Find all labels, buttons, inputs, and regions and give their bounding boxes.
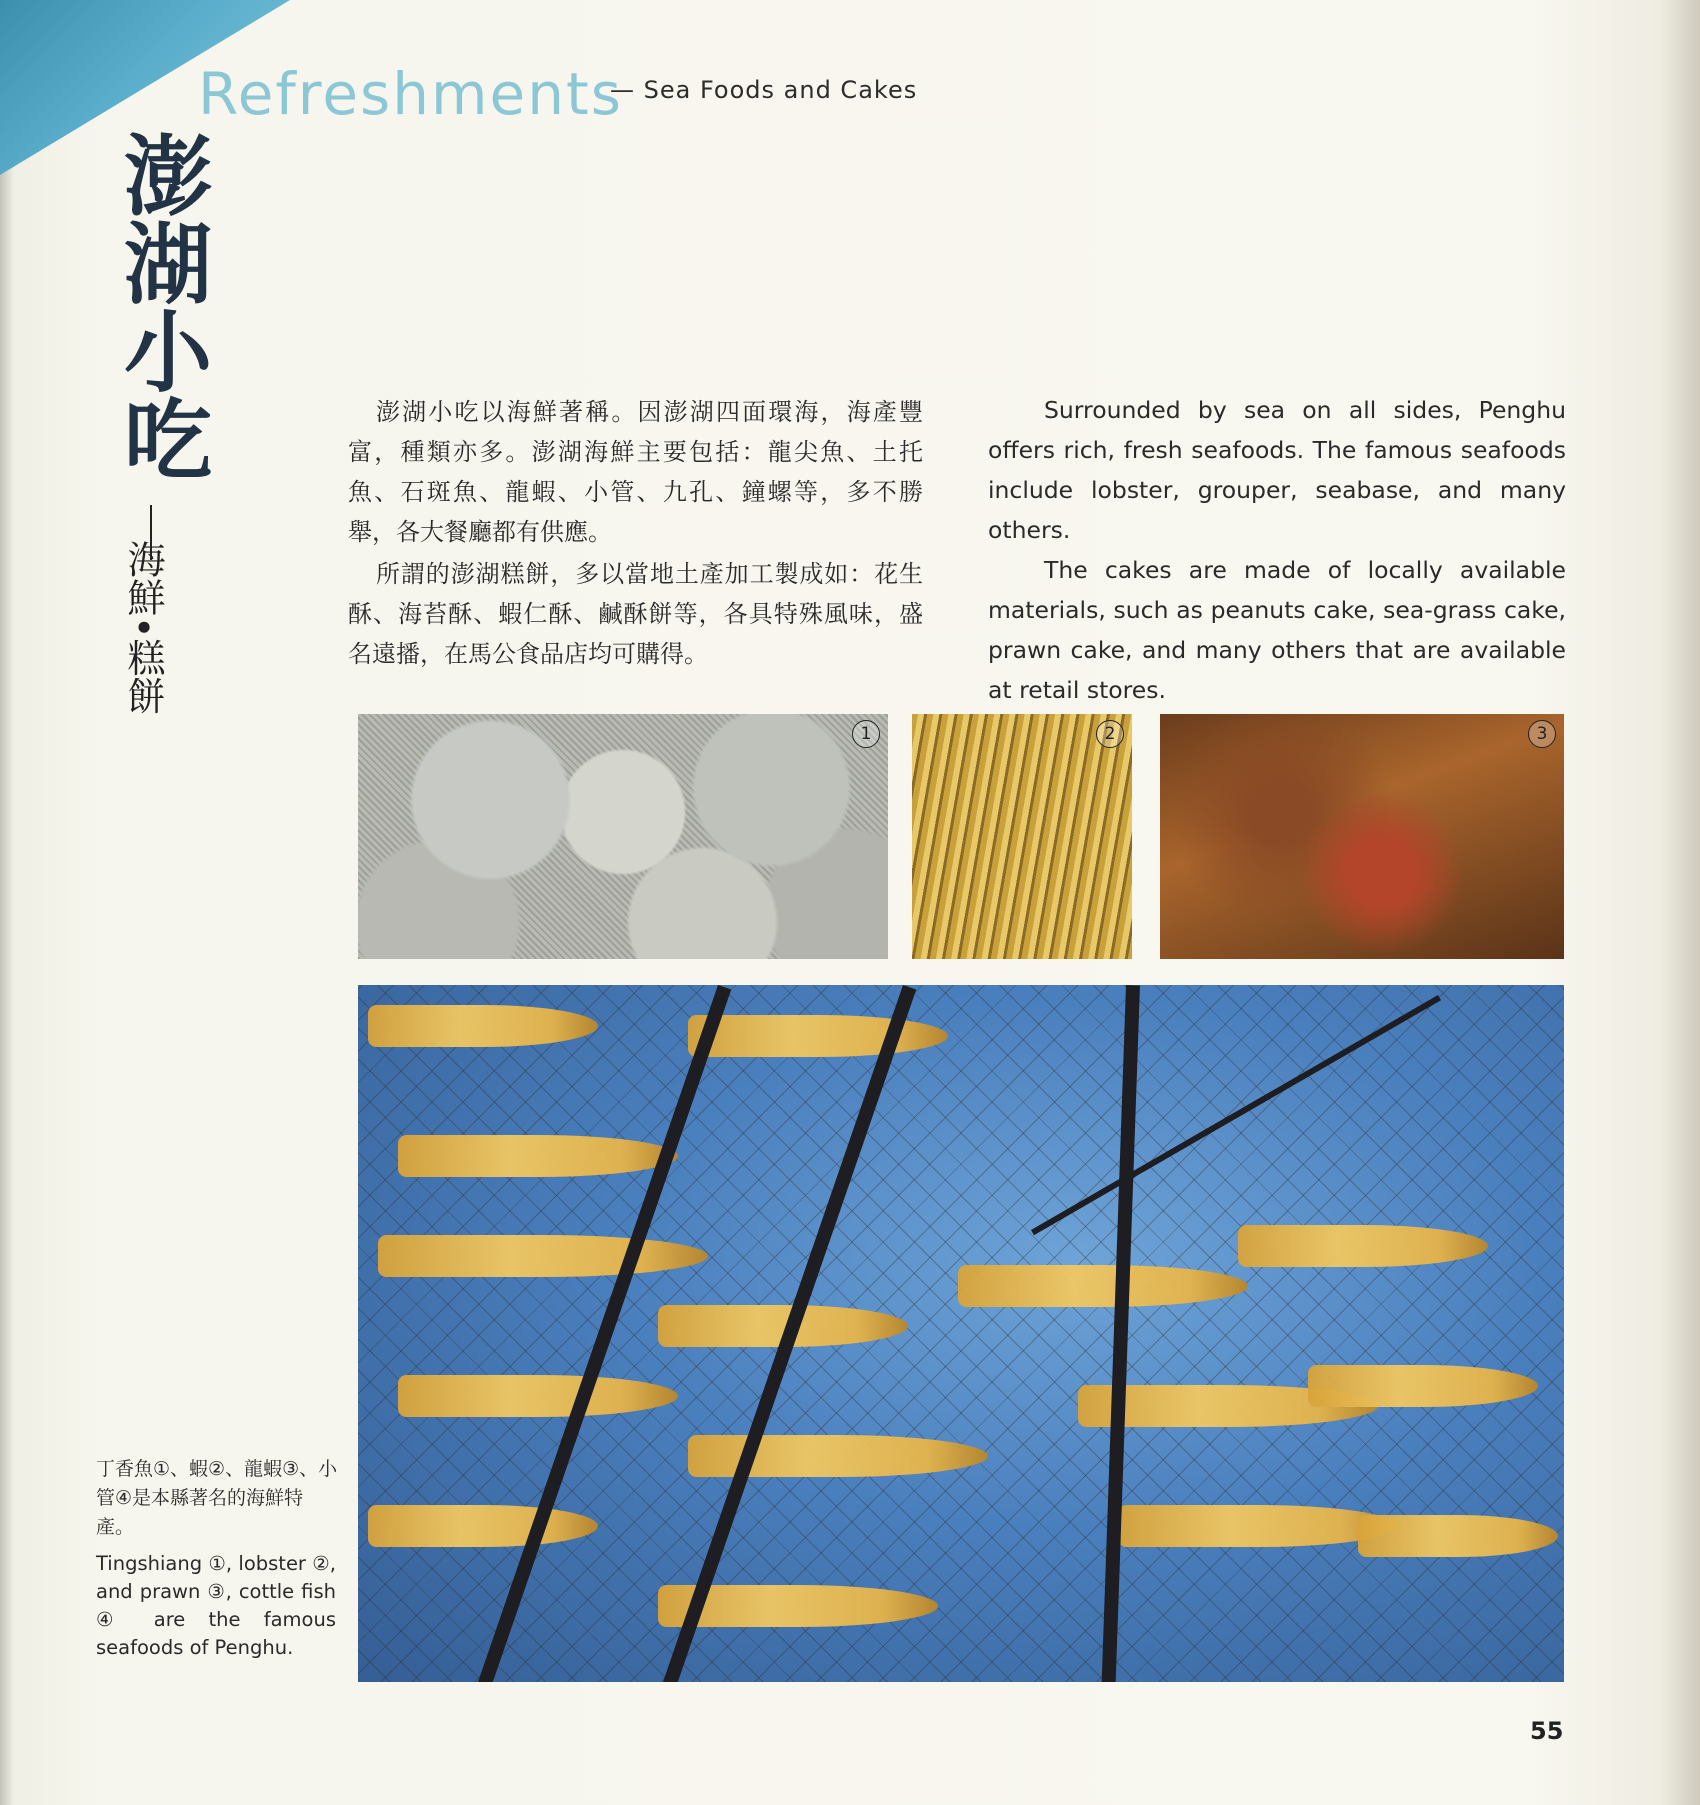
title-english: Refreshments — [198, 60, 623, 128]
squid-shape — [398, 1375, 678, 1417]
subtitle-chinese: 海鮮•糕餅 — [121, 540, 165, 715]
photo-lobster — [1160, 714, 1564, 959]
photo-number-badge: 2 — [1096, 720, 1124, 748]
squid-shape — [368, 1005, 598, 1047]
squid-shape — [688, 1015, 948, 1057]
english-paragraph-2: The cakes are made of locally available materials, such as peanuts cake, sea-grass cake, prawn cake, and many others that are available at retail stores. — [988, 556, 1566, 704]
drying-rack-pole — [1031, 995, 1441, 1235]
chinese-paragraph-2: 所謂的澎湖糕餅，多以當地土產加工製成如：花生酥、海苔酥、蝦仁酥、鹹酥餅等，各具特殊風味，盛名遠播，在馬公食品店均可購得。 — [348, 560, 923, 668]
caption-chinese: 丁香魚①、蝦②、龍蝦③、小管④是本縣著名的海鮮特產。 — [96, 1458, 338, 1538]
squid-shape — [1308, 1365, 1538, 1407]
squid-shape — [378, 1235, 708, 1277]
photo-tingshiang-fish-baskets — [358, 714, 888, 959]
photo-drying-squid — [358, 985, 1564, 1682]
chinese-body-text — [348, 392, 923, 676]
squid-shape — [1358, 1515, 1558, 1557]
photo-number-badge: 1 — [852, 720, 880, 748]
photo-number-badge: 3 — [1528, 720, 1556, 748]
english-body-text — [988, 390, 1566, 710]
subtitle-english: — Sea Foods and Cakes — [610, 76, 918, 104]
squid-shape — [368, 1505, 598, 1547]
photo-shrimp — [912, 714, 1132, 959]
chinese-paragraph-1: 澎湖小吃以海鮮著稱。因澎湖四面環海，海產豐富，種類亦多。澎湖海鮮主要包括：龍尖魚、土托魚、石斑魚、龍蝦、小管、九孔、鐘螺等，多不勝舉，各大餐廳都有供應。 — [348, 398, 923, 546]
squid-shape — [688, 1435, 988, 1477]
drying-rack-pole — [1102, 985, 1140, 1682]
caption-english: Tingshiang ①, lobster ②, and prawn ③, cottle fish ④ are the famous seafoods of Penghu. — [96, 1552, 336, 1659]
title-chinese: 澎湖小吃 — [110, 130, 214, 482]
squid-shape — [1118, 1505, 1398, 1547]
spine-shadow — [0, 0, 14, 1805]
squid-shape — [958, 1265, 1248, 1307]
squid-shape — [398, 1135, 678, 1177]
squid-shape — [1238, 1225, 1488, 1267]
page-edge-shadow — [1660, 0, 1700, 1805]
page-number: 55 — [1530, 1717, 1564, 1745]
english-paragraph-1: Surrounded by sea on all sides, Penghu offers rich, fresh seafoods. The famous seafoods include lobster, grouper, seabase, and many others. — [988, 396, 1566, 544]
